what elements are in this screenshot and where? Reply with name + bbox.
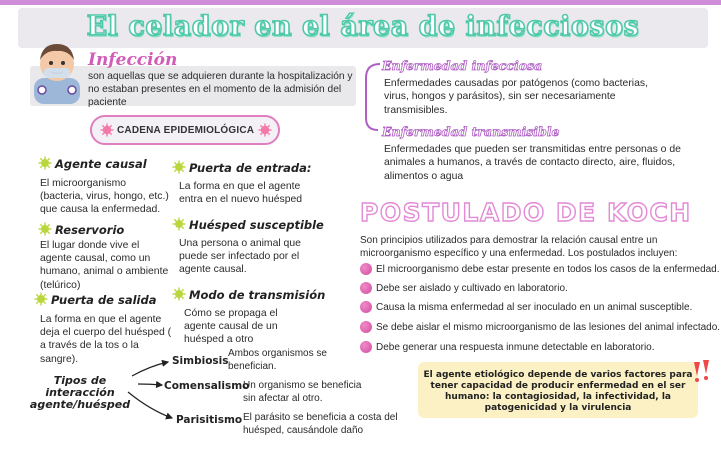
koch-postulate: Se debe aislar el mismo microorganismo de las lesiones del animal infectado. <box>360 321 720 335</box>
simbiosis-text: Ambos organismos se benefician. <box>228 348 327 372</box>
tipos-interaccion-heading: Tipos de interacción agente/huésped <box>29 374 131 411</box>
parasitismo-label: Parisitismo <box>176 414 243 426</box>
germ-icon <box>38 222 52 236</box>
modo-transmision-heading: Modo de transmisión <box>189 288 326 302</box>
koch-postulate: Causa la misma enfermedad al ser inoculado en un animal susceptible. <box>360 301 692 315</box>
koch-postulate: Debe generar una respuesta inmune detectable en laboratorio. <box>360 341 655 355</box>
bullet-dot <box>360 321 372 333</box>
germ-icon <box>172 217 186 231</box>
agente-causal-heading: Agente causal <box>55 157 147 171</box>
puerta-salida-text: La forma en que el agente deja el cuerpo del huésped ( a través de la tos o la sangre). <box>40 314 172 365</box>
enfermedad-infecciosa-text: Enfermedades causadas por patógenos (como bacterias, virus, hongos y parásitos), sin ser necesariamente transmisibles. <box>384 78 648 116</box>
puerta-entrada-heading: Puerta de entrada: <box>189 161 312 175</box>
modo-transmision-text: Cómo se propaga el agente causal de un huésped a otro <box>184 308 278 346</box>
germ-icon <box>172 287 186 301</box>
koch-postulate: El microorganismo debe estar presente en todos los casos de la enfermedad. <box>360 263 720 277</box>
comensalismo-label: Comensalismo <box>164 380 250 392</box>
infeccion-text: son aquellas que se adquieren durante la hospitalización y no estaban presentes en el momento de la admisión del paciente <box>88 71 353 108</box>
parasitismo-text: El parásito se beneficia a costa del huésped, causándole daño <box>243 412 398 436</box>
simbiosis-label: Simbiosis <box>172 355 229 367</box>
puerta-entrada-text: La forma en que el agente entra en el nuevo huésped <box>179 181 303 206</box>
agente-causal-text: El microorganismo (bacteria, virus, hongo, etc.) que causa la enfermedad. <box>40 178 169 216</box>
cadena-label: CADENA EPIDEMIOLÓGICA <box>117 125 255 136</box>
germ-icon <box>34 292 48 306</box>
bullet-dot <box>360 301 372 313</box>
comensalismo-text: Un organismo se beneficia sin afectar al otro. <box>243 380 362 404</box>
sick-person-icon <box>28 38 86 104</box>
enfermedad-infecciosa-heading: Enfermedad infecciosa <box>382 58 543 73</box>
bullet-dot <box>360 263 372 275</box>
virus-icon <box>100 123 114 137</box>
huesped-susceptible-text: Una persona o animal que puede ser infectado por el agente causal. <box>179 238 301 276</box>
huesped-susceptible-heading: Huésped susceptible <box>189 218 324 232</box>
reservorio-text: El lugar donde vive el agente causal, como un humano, animal o ambiente (telúrico) <box>40 240 169 291</box>
koch-title: POSTULADO DE KOCH <box>360 198 692 227</box>
reservorio-heading: Reservorio <box>55 223 125 237</box>
infeccion-heading: Infección <box>88 50 178 70</box>
enfermedad-transmisible-text: Enfermedades que pueden ser transmitidas entre personas o de animales a humanos, a través de contacto directo, aire, fluidos, alimentos o agua <box>384 144 681 182</box>
top-accent-bar <box>0 0 721 5</box>
germ-icon <box>172 160 186 174</box>
page-title: El celador en el área de infecciosos <box>86 11 640 42</box>
bullet-dot <box>360 341 372 353</box>
agente-etiologico-note <box>418 362 698 418</box>
germ-icon <box>38 156 52 170</box>
virus-icon <box>258 123 272 137</box>
exclamation-icon <box>686 358 716 388</box>
enfermedad-transmisible-heading: Enfermedad transmisible <box>382 124 560 139</box>
koch-intro: Son principios utilizados para demostrar la relación causal entre un microorganismo específico y una enfermedad. Los postulados incluyen: <box>360 235 678 259</box>
bullet-dot <box>360 282 372 294</box>
title-banner <box>18 8 708 48</box>
puerta-salida-heading: Puerta de salida <box>51 293 157 307</box>
koch-postulate: Debe ser aislado y cultivado en laboratorio. <box>360 282 568 296</box>
agente-etiologico-text: El agente etiológico depende de varios factores para tener capacidad de producir enfermedad en el ser humano: la contagiosidad, la infectividad, la patogenicidad y la virulencia <box>423 370 693 413</box>
cadena-epidemiologica-pill <box>90 115 280 145</box>
